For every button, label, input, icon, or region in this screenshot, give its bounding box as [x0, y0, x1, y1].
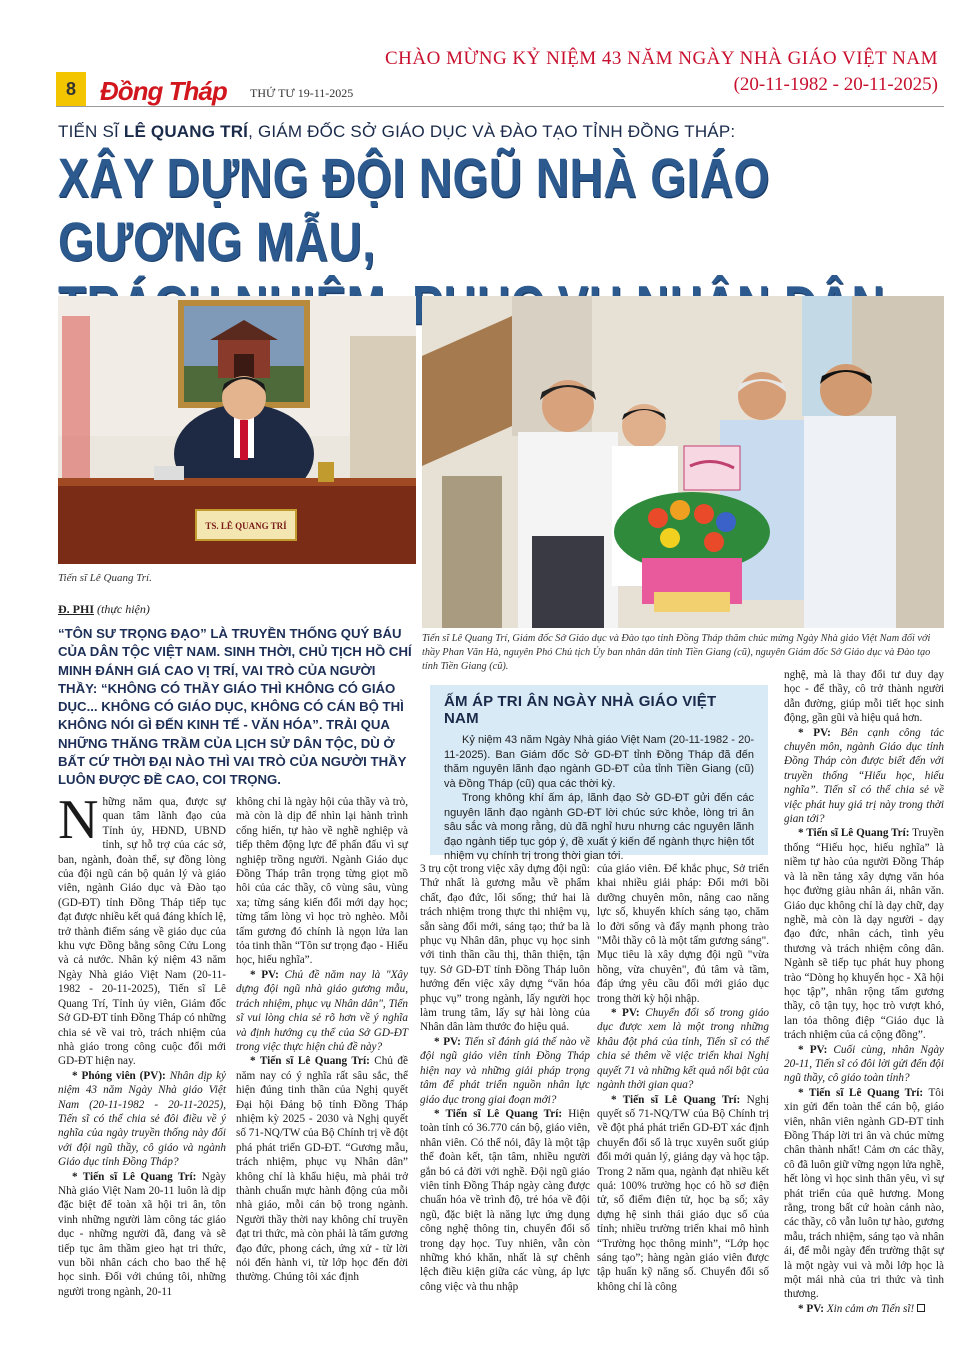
kicker-suffix: , GIÁM ĐỐC SỞ GIÁO DỤC VÀ ĐÀO TẠO TỈNH ĐỒNG THÁP:	[248, 122, 736, 141]
byline-role: (thực hiện)	[97, 602, 150, 616]
page-number: 8	[56, 72, 86, 106]
closing-speaker: * PV:	[798, 1302, 825, 1315]
question-text: Tiến sĩ đánh giá thế nào về đội ngũ giáo viên tỉnh Đồng Tháp hiện nay và những giải pháp trọng tâm để phát triển nguồn nhân lực giáo dục trong giai đoạn mới?	[420, 1035, 590, 1106]
title-line-1: XÂY DỰNG ĐỘI NGŨ NHÀ GIÁO GƯƠNG MẪU,	[58, 147, 770, 273]
question-text: Chủ đề năm nay là "Xây dựng đội ngũ nhà giáo gương mẫu, trách nhiệm, phục vụ Nhân dân", Tiến sĩ vui lòng chia sẻ rõ hơn về ý nghĩa và định hướng cụ thể của Sở GD-ĐT trong việc thực hiện chủ đề này?	[236, 968, 408, 1053]
answer-speaker: * Tiến sĩ Lê Quang Trí:	[72, 1170, 197, 1183]
question-text: Bên cạnh công tác chuyên môn, ngành Giáo dục tỉnh Đồng Tháp còn được biết đến với truyền thống “Hiếu học, hiếu nghĩa”. Tiến sĩ có thể chia sẻ về việc phát huy giá trị này trong thời gian tới?	[784, 726, 945, 826]
column-3	[420, 862, 590, 1294]
question-speaker: * PV:	[798, 726, 831, 739]
group-caption: Tiến sĩ Lê Quang Trí, Giám đốc Sở Giáo dục và Đào tạo tỉnh Đồng Tháp thăm chúc mừng Ngày Nhà giáo Việt Nam đối với thầy Phan Văn Hà, nguyên Phó Chủ tịch Ủy ban nhân dân tỉnh Tiền Giang (cũ), nguyên Giám đốc Sở Giáo dục và Đào tạo tỉnh Tiền Giang (cũ).	[422, 633, 931, 672]
body-paragraph: của giáo viên. Để khắc phục, Sở triển khai nhiều giải pháp: Đổi mới bồi dưỡng chuyên môn, nâng cao năng lực số, khuyến khích sáng tạo, chăm lo đời sống và đẩy mạnh phong trào "Mỗi thầy cô là một tấm gương sáng". Mục tiêu là xây dựng đội ngũ "vừa hồng, vừa chuyên", đủ tâm và tầm, đáp ứng yêu cầu đổi mới giáo dục trong thời kỳ hội nhập.	[597, 863, 769, 1005]
answer-text: Truyền thống “Hiếu học, hiếu nghĩa” là niềm tự hào của người Đồng Tháp và là nền tảng xây dựng văn hóa học đường giàu nhân ái, nhân văn. Giáo dục không chỉ là dạy chữ, dạy nghề, mà còn là dạy người - dạy đạo đức, nhân cách, tình yêu thương và trách nhiệm công dân. Ngành sẽ tiếp tục phát huy phong trào “Dòng họ khuyến học - Xã hội học tập”, nhân rộng tấm gương thầy, cô tận tụy, học trò vượt khó, lan tỏa thông điệp “Giáo dục là trách nhiệm của cả cộng đồng”.	[784, 827, 944, 1042]
nameplate-text: TS. LÊ QUANG TRÍ	[205, 521, 287, 531]
answer-text: Ngày Nhà giáo Việt Nam 20-11 luôn là dịp đặc biệt để toàn xã hội tri ân, tôn vinh những người làm công tác giáo dục - những người đã, đang và sẽ tiếp tục âm thầm gieo hạt tri thức, vun bồi nhân cách cho bao thế hệ học sinh. Đối với chúng tôi, những người trong ngành, 20-11	[58, 1170, 227, 1298]
answer-text: Hiện toàn tỉnh có 36.770 cán bộ, giáo viên, nhân viên. Có thể nói, đây là một tập thể đoàn kết, tận tâm, nhiều người gắn bó cả đời với nghề. Đội ngũ giáo viên tỉnh Đồng Tháp ngày càng được chuẩn hóa về trình độ, trẻ hóa về đội ngũ, đặc biệt là năng lực ứng dụng công nghệ thông tin, chuyển đổi số trong dạy học. Tuy nhiên, vẫn còn những khó khăn, nhất là sự chênh lệch điều kiện giữa các vùng, áp lực công việc và thu nhập	[420, 1107, 590, 1293]
body-paragraph: không chỉ là ngày hội của thầy và trò, mà còn là dịp để nhìn lại hành trình cống hiến, tự hào về nghề nghiệp và tiếp thêm động lực để phấn đấu vì sự nghiệp trồng người. Ngành Giáo dục Đồng Tháp trân trọng từng giọt mồ hôi của các thầy, cô vùng sâu, vùng xa; từng sáng kiến đổi mới dạy học; từng tấm lòng vì học trò nghèo. Mỗi tấm gương đó chính là ngọn lửa lan tỏa tinh thần “Tôn sư trọng đạo - Hiếu học, hiếu nghĩa”.	[236, 796, 408, 967]
article-kicker	[58, 122, 908, 142]
portrait-caption: Tiến sĩ Lê Quang Trí.	[58, 572, 152, 584]
drop-cap: N	[58, 789, 99, 851]
question-speaker: * PV:	[611, 1007, 640, 1020]
closing-text: Xin cảm ơn Tiến sĩ!	[826, 1302, 915, 1315]
question-speaker: * PV:	[798, 1043, 828, 1056]
box-title: ẤM ÁP TRI ÂN NGÀY NHÀ GIÁO VIỆT NAM	[444, 693, 717, 727]
end-mark-icon	[917, 1304, 925, 1312]
question-text: Chuyển đổi số trong giáo dục được xem là một trong những khâu đột phá của tỉnh, Tiến sĩ có thể chia sẻ thêm về việc triển khai Nghị quyết 71 và những kết quả nổi bật của ngành thời gian qua?	[597, 1007, 770, 1092]
group-illustration	[422, 296, 944, 628]
article-lead: “TÔN SƯ TRỌNG ĐẠO” LÀ TRUYỀN THỐNG QUÝ BÁU CỦA DÂN TỘC VIỆT NAM. SINH THỜI, CHỦ TỊCH HỒ CHÍ MINH ĐÁNH GIÁ CAO VỊ TRÍ, VAI TRÒ CỦA NGƯỜI THẦY: “KHÔNG CÓ THẦY GIÁO THÌ KHÔNG CÓ GIÁO DỤC... KHÔNG CÓ GIÁO DỤC, KHÔNG CÓ CÁN BỘ THÌ KHÔNG NÓI GÌ ĐẾN KINH TẾ - VĂN HÓA”. TRẢI QUA NHỮNG THĂNG TRẦM CỦA LỊCH SỬ DÂN TỘC, DÙ Ở BẤT CỨ THỜI ĐẠI NÀO THÌ VAI TRÒ CỦA NGƯỜI THẦY LUÔN ĐƯỢC ĐỀ CAO, COI TRỌNG.	[58, 626, 412, 788]
sidebar-box	[430, 685, 768, 862]
column-5	[784, 668, 944, 1316]
body-paragraph: nghệ, mà là thay đổi tư duy dạy học - để thầy, cô trở thành người dẫn đường, giúp mỗi tiết học sinh động, gần gũi và hiệu quả hơn.	[784, 669, 944, 725]
newspaper-logo: Đồng Tháp	[100, 76, 227, 106]
answer-speaker: * Tiến sĩ Lê Quang Trí:	[611, 1093, 741, 1106]
portrait-photo	[58, 296, 416, 564]
answer-text: Tôi xin gửi đến toàn thể cán bộ, giáo viên, nhân viên ngành GD-ĐT tỉnh Đồng Tháp lời tri ân và chúc mừng chân thành nhất! Cảm ơn các thầy, cô đã luôn giữ vững ngọn lửa nghề, hết lòng vì học sinh thân yêu, vì sự phát triển của quê hương. Mong rằng, trong bất cứ hoàn cảnh nào, các thầy, cô vẫn luôn tự hào, gương mẫu, trách nhiệm, sáng tạo và nhân ái, để mỗi ngày đến trường thật sự là một ngày vui và mỗi lớp học là một mái nhà của tri thức và tình thương.	[784, 1086, 944, 1301]
box-paragraph-1: Kỷ niệm 43 năm Ngày Nhà giáo Việt Nam (20-11-1982 - 20-11-2025). Ban Giám đốc Sở GD-ĐT tỉnh Đồng Tháp đã đến thăm nguyên lãnh đạo ngành GD-ĐT của tỉnh Tiền Giang (cũ) và Đồng Tháp (cũ) qua các thời kỳ.	[444, 734, 754, 790]
kicker-prefix: TIẾN SĨ	[58, 122, 119, 141]
group-photo	[422, 296, 944, 628]
question-speaker: * PV:	[250, 968, 279, 981]
kicker-name: LÊ QUANG TRÍ	[123, 122, 249, 141]
column-1	[58, 789, 227, 1299]
body-paragraph: 3 trụ cột trong việc xây dựng đội ngũ: Thứ nhất là gương mẫu về phẩm chất, đạo đức, lối sống; thứ hai là trách nhiệm trong thực thi nhiệm vụ, sẵn sàng đổi mới, sáng tạo; thứ ba là phục vụ Nhân dân, phục vụ học sinh với tinh thần cầu thị, thân thiện, tận tụy. Sở GD-ĐT tỉnh Đồng Tháp luôn hướng đến việc xây dựng “văn hóa phục vụ” trong ngành, lấy người học làm trung tâm, lấy sự hài lòng của Nhân dân làm thước đo hiệu quả.	[420, 863, 590, 1034]
banner-line-1: CHÀO MỪNG KỶ NIỆM 43 NĂM NGÀY NHÀ GIÁO VIỆT NAM	[385, 48, 938, 69]
byline-name: Đ. PHI	[58, 602, 94, 616]
question-text: Cuối cùng, nhân Ngày 20-11, Tiến sĩ có đôi lời gửi đến đội ngũ thầy, cô giáo toàn tỉnh?	[784, 1043, 945, 1085]
answer-speaker: * Tiến sĩ Lê Quang Trí:	[434, 1107, 563, 1120]
column-4	[597, 862, 769, 1294]
question-speaker: * Phóng viên (PV):	[72, 1069, 166, 1082]
box-paragraph-2: Trong không khí ấm áp, lãnh đạo Sở GD-ĐT gửi đến các nguyên lãnh đạo ngành GD-ĐT lời chúc sức khỏe, lòng tri ân sâu sắc và mong rằng, dù đã nghỉ hưu nhưng các nguyên lãnh đạo ngành tiếp tục góp ý, đề xuất ý kiến để ngành thực hiện tốt nhiệm vụ chính trị trong thời gian tới.	[444, 792, 754, 862]
portrait-illustration	[58, 296, 416, 564]
answer-speaker: * Tiến sĩ Lê Quang Trí:	[798, 1086, 924, 1099]
banner-line-2: (20-11-1982 - 20-11-2025)	[733, 74, 938, 95]
issue-date: THỨ TƯ 19-11-2025	[250, 86, 354, 100]
column-2	[236, 795, 408, 1285]
answer-speaker: * Tiến sĩ Lê Quang Trí:	[250, 1055, 370, 1068]
answer-text: Nghị quyết số 71-NQ/TW của Bộ Chính trị về đột phá phát triển GD-ĐT xác định chuyển đổi số là trục xuyên suốt giúp đổi mới quản lý, giảng dạy và học tập. Trong 2 năm qua, ngành đạt nhiều kết quả: 100% trường học có hồ sơ điện tử, sổ điểm điện tử, học bạ số; xây dựng hệ sinh thái giáo dục số của tỉnh; nhiều trường triển khai mô hình “Trường học thông minh”, “Lớp học sáng tạo”; hàng ngàn giáo viên được tập huấn kỹ năng số. Chuyển đổi số không chỉ là công	[597, 1093, 769, 1293]
answer-speaker: * Tiến sĩ Lê Quang Trí:	[798, 827, 910, 840]
byline	[58, 602, 150, 617]
question-text: Nhân dịp kỷ niệm 43 năm Ngày Nhà giáo Việt Nam (20-11-1982 - 20-11-2025), Tiến sĩ có thể chia sẻ đôi điều về ý nghĩa của ngày truyền thống này đối với đội ngũ thầy, cô giáo và ngành Giáo dục tỉnh Đồng Tháp?	[58, 1069, 226, 1169]
question-speaker: * PV:	[434, 1035, 461, 1048]
intro-paragraph: hững năm qua, được sự quan tâm lãnh đạo của Tỉnh ủy, HĐND, UBND tỉnh, sự hỗ trợ của các sở, ban, ngành, đoàn thể, sự đồng lòng của đội ngũ cán bộ quản lý và giáo viên, ngành Giáo dục và Đào tạo (GD-ĐT) tỉnh Đồng Tháp tiếp tục đạt được nhiều kết quả đáng khích lệ, trở thành điểm sáng về giáo dục của khu vực Đồng bằng sông Cửu Long và cả nước. Nhân kỷ niệm 43 năm Ngày Nhà giáo Việt Nam (20-11-1982 - 20-11-2025), Tiến sĩ Lê Quang Trí, Tỉnh ủy viên, Giám đốc Sở GD-ĐT tỉnh Đồng Tháp có những chia sẻ về vai trò, trách nhiệm của nhà giáo trong công cuộc đổi mới GD-ĐT hiện nay.	[58, 796, 226, 1068]
answer-text: Chủ đề năm nay có ý nghĩa rất sâu sắc, thể hiện đúng tinh thần của Nghị quyết Đại hội Đảng bộ tỉnh Đồng Tháp nhiệm kỳ 2025 - 2030 và Nghị quyết số 71-NQ/TW của Bộ Chính trị về đột phá phát triển GD-ĐT. “Gương mẫu, trách nhiệm, phục vụ Nhân dân” không chỉ là khẩu hiệu, mà phải trở thành chuẩn mực hành động của mỗi nhà giáo, mỗi cán bộ trong ngành. Người thầy thời nay không chỉ truyền đạt tri thức, mà còn phải là tấm gương đạo đức, phong cách, ứng xử - từ lời nói đến hành vi, từ lớp học đến đời thường. Chúng tôi xác định	[236, 1055, 408, 1284]
header-divider	[56, 106, 944, 107]
